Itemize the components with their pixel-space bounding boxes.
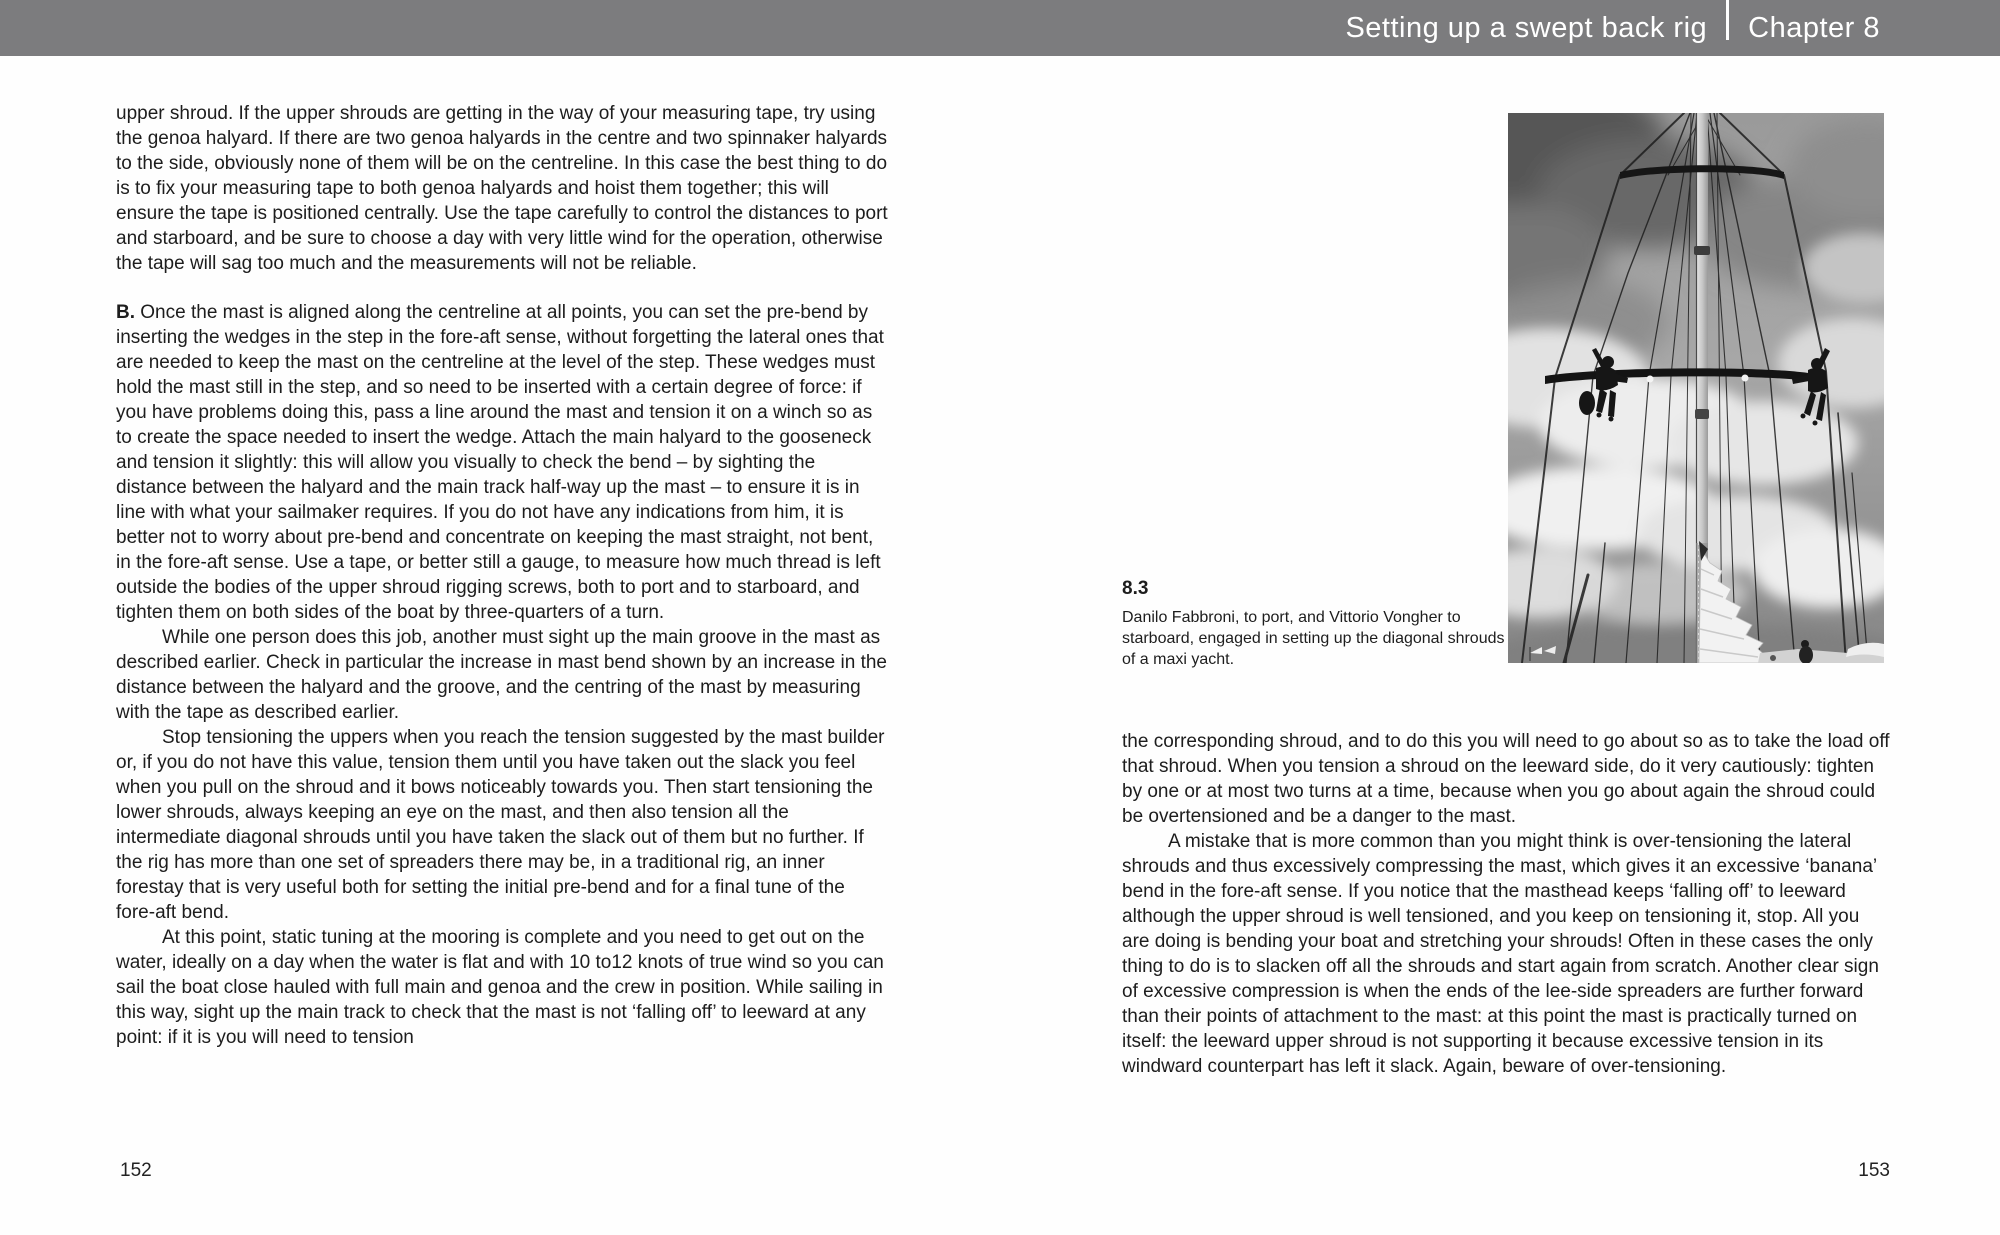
- running-head-title: Setting up a swept back rig: [1345, 12, 1708, 44]
- figure-label: 8.3: [1122, 578, 1149, 599]
- left-text-column: [116, 101, 888, 1050]
- paragraph: At this point, static tuning at the mooring is complete and you need to get out on the water, ideally on a day when the water is flat and with 10 to12 knots of true wind so you can sail the boat close hauled with full main and genoa and the crew in position. While sailing in this way, sight up the main track to check that the mast is not ‘falling off’ to leeward at any point: if it is you will need to tension: [116, 927, 884, 1048]
- paragraph: upper shroud. If the upper shrouds are getting in the way of your measuring tape, try using the genoa halyard. If there are two genoa halyards in the centre and two spinnaker halyards to the side, obviously none of them will be on the centreline. In this case the best thing to do is to fix your measuring tape to both genoa halyards and hoist them together; this will ensure the tape is positioned centrally. Use the tape carefully to control the distances to port and starboard, and be sure to choose a day with very little wind for the operation, otherwise the tape will sag too much and the measurements will not be reliable.: [116, 103, 888, 274]
- mast-photo-illustration: [1508, 113, 1884, 663]
- page-number-left: 152: [120, 1160, 152, 1181]
- header-divider: [1726, 0, 1729, 40]
- paragraph: While one person does this job, another must sight up the main groove in the mast as described earlier. Check in particular the increase in mast bend shown by an increase in the distance between the halyard and the groove, and the centring of the mast by measuring with the tape as described earlier.: [116, 627, 887, 723]
- chapter-header-bar: [0, 0, 2000, 56]
- figure-caption-block: [1122, 578, 1512, 670]
- right-text-column: [1122, 729, 1890, 1079]
- running-head-chapter: Chapter 8: [1748, 12, 1880, 44]
- paragraph: [116, 300, 888, 625]
- figure-caption: Danilo Fabbroni, to port, and Vittorio Vongher to starboard, engaged in setting up the diagonal shrouds of a maxi yacht.: [1122, 609, 1505, 668]
- paragraph: the corresponding shroud, and to do this you will need to go about so as to take the load off that shroud. When you tension a shroud on the leeward side, do it very cautiously: tighten by one or at most two turns at a time, because when you go about again the shroud could be overtensioned and be a danger to the mast.: [1122, 731, 1890, 827]
- paragraph-lead-b: B.: [116, 302, 135, 323]
- paragraph: A mistake that is more common than you might think is over-tensioning the lateral shrouds and thus excessively compressing the mast, which gives it an excessive ‘banana’ bend in the fore-aft sense. If you notice that the masthead keeps ‘falling off’ to leeward although the upper shroud is well tensioned, and you keep on tensioning it, stop. All you are doing is bending your boat and stretching your shrouds! Often in these cases the only thing to do is to slacken off all the shrouds and start again from scratch. Another clear sign of excessive compression is when the ends of the lee-side spreaders are further forward than their points of attachment to the mast: at this point the mast is practically turned on itself: the leeward upper shroud is not supporting it because excessive tension in its windward counterpart has left it slack. Again, beware of over-tensioning.: [1122, 831, 1879, 1077]
- page-number-right: 153: [1858, 1160, 1890, 1181]
- figure-photo: [1508, 113, 1884, 663]
- paragraph-body: Once the mast is aligned along the centreline at all points, you can set the pre-bend by inserting the wedges in the step in the fore-aft sense, without forgetting the lateral ones that are needed to keep the mast on the centreline at the level of the step. These wedges must hold the mast still in the step, and so need to be inserted with a certain degree of force: if you have problems doing this, pass a line around the mast and tension it on a winch so as to create the space needed to insert the wedge. Attach the main halyard to the gooseneck and tension it slightly: this will allow you visually to check the bend – by sighting the distance between the halyard and the main track half-way up the mast – to ensure it is in line with what your sailmaker requires. If you do not have any indications from him, it is better not to worry about pre-bend and concentrate on keeping the mast straight, not bent, in the fore-aft sense. Use a tape, or better still a gauge, to measure how much thread is left outside the bodies of the upper shroud rigging screws, both to port and to starboard, and tighten them on both sides of the boat by three-quarters of a turn.: [116, 302, 884, 623]
- paragraph: Stop tensioning the uppers when you reach the tension suggested by the mast builder or, if you do not have this value, tension them until you have taken out the slack you feel when you pull on the shroud and it bows noticeably towards you. Then start tensioning the lower shrouds, always keeping an eye on the mast, and then also tension all the intermediate diagonal shrouds until you have taken the slack out of them but no further. If the rig has more than one set of spreaders there may be, in a traditional rig, an inner forestay that is very useful both for setting the initial pre-bend and for a final tune of the fore-aft bend.: [116, 727, 885, 923]
